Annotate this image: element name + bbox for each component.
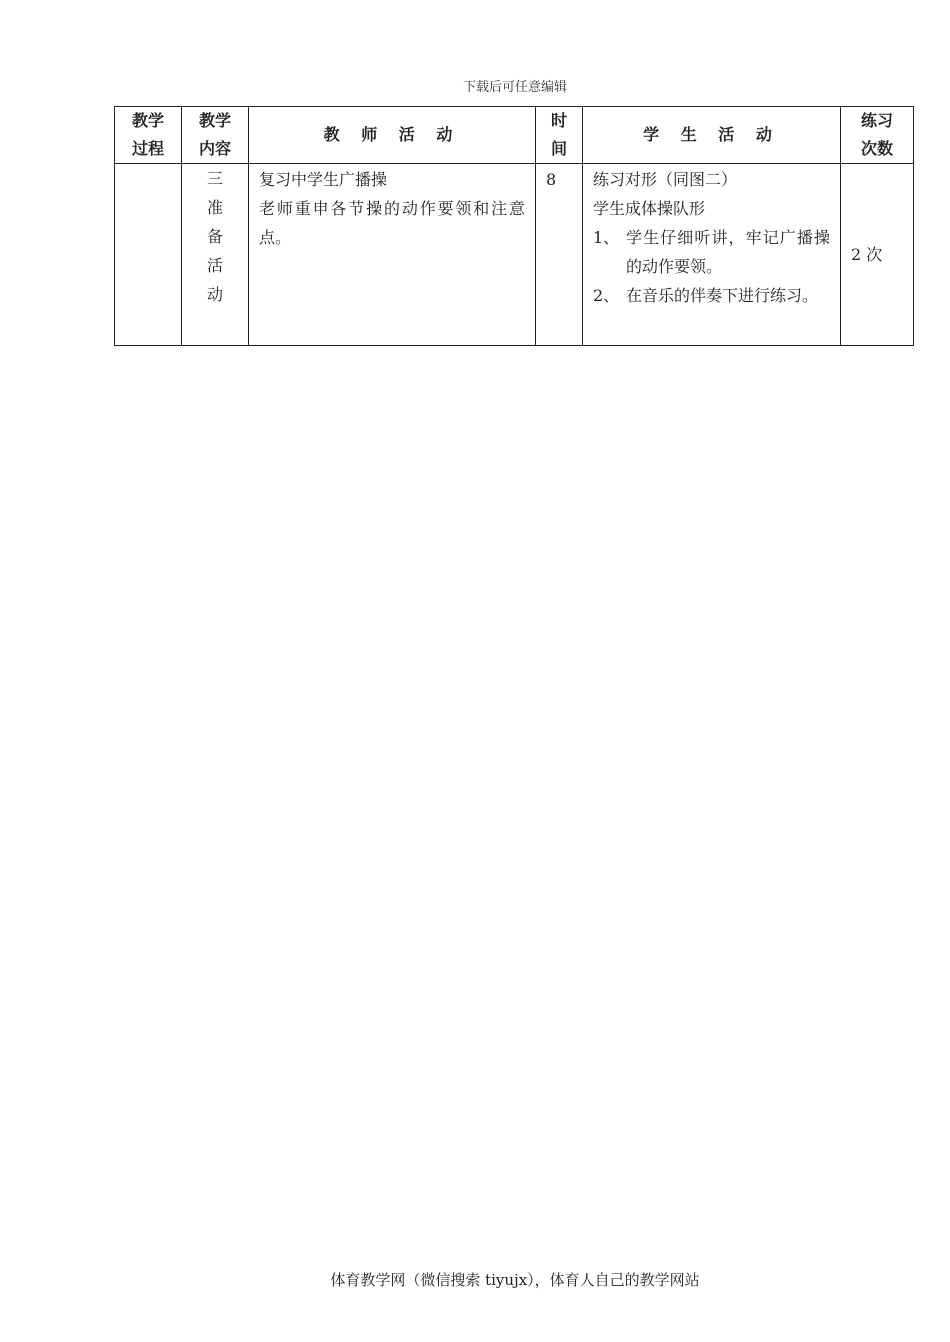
student-activity-line: 练习对形（同图二） bbox=[593, 170, 738, 189]
teacher-activity-line: 老师重申各节操的动作要领和注意点。 bbox=[259, 199, 525, 247]
teacher-activity-line: 复习中学生广播操 bbox=[259, 170, 388, 189]
student-activity-item bbox=[593, 223, 830, 281]
student-activity-item bbox=[593, 281, 830, 310]
cell-teaching-content bbox=[182, 164, 249, 346]
table-header-row bbox=[115, 107, 914, 164]
content-char: 活 bbox=[206, 256, 223, 275]
header-time-line1: 时 bbox=[550, 111, 567, 130]
item-number: 1、 bbox=[593, 228, 620, 247]
header-time-line2: 间 bbox=[550, 139, 567, 158]
page-header: 下载后可任意编辑 bbox=[462, 80, 567, 95]
header-practice-count bbox=[841, 107, 914, 164]
header-practice-count-line2: 次数 bbox=[860, 139, 893, 158]
content-char: 动 bbox=[206, 285, 223, 304]
cell-student-activity bbox=[583, 164, 841, 346]
item-text: 在音乐的伴奏下进行练习。 bbox=[626, 286, 819, 305]
header-teaching-process-line1: 教学 bbox=[131, 111, 164, 130]
header-teaching-process-line2: 过程 bbox=[131, 139, 164, 158]
content-char: 准 bbox=[206, 198, 223, 217]
header-teaching-content-line2: 内容 bbox=[198, 139, 231, 158]
header-teacher-activity: 教 师 活 动 bbox=[249, 107, 536, 164]
header-practice-count-line1: 练习 bbox=[860, 111, 893, 130]
content-char: 备 bbox=[206, 227, 223, 246]
page-footer: 体育教学网（微信搜索 tiyujx），体育人自己的教学网站 bbox=[330, 1271, 700, 1289]
table-row bbox=[115, 164, 914, 346]
header-student-activity: 学 生 活 动 bbox=[583, 107, 841, 164]
header-teaching-process bbox=[115, 107, 182, 164]
header-teaching-content-line1: 教学 bbox=[198, 111, 231, 130]
cell-time: 8 bbox=[536, 164, 583, 346]
student-activity-line: 学生成体操队形 bbox=[593, 199, 706, 218]
cell-teaching-process bbox=[115, 164, 182, 346]
header-teaching-content bbox=[182, 107, 249, 164]
item-text: 学生仔细听讲，牢记广播操的动作要领。 bbox=[626, 228, 830, 276]
cell-practice-count: 2 次 bbox=[841, 164, 914, 346]
cell-teacher-activity bbox=[249, 164, 536, 346]
item-number: 2、 bbox=[593, 286, 620, 305]
header-time bbox=[536, 107, 583, 164]
content-char: 三 bbox=[206, 169, 223, 188]
lesson-plan-table bbox=[114, 106, 914, 346]
